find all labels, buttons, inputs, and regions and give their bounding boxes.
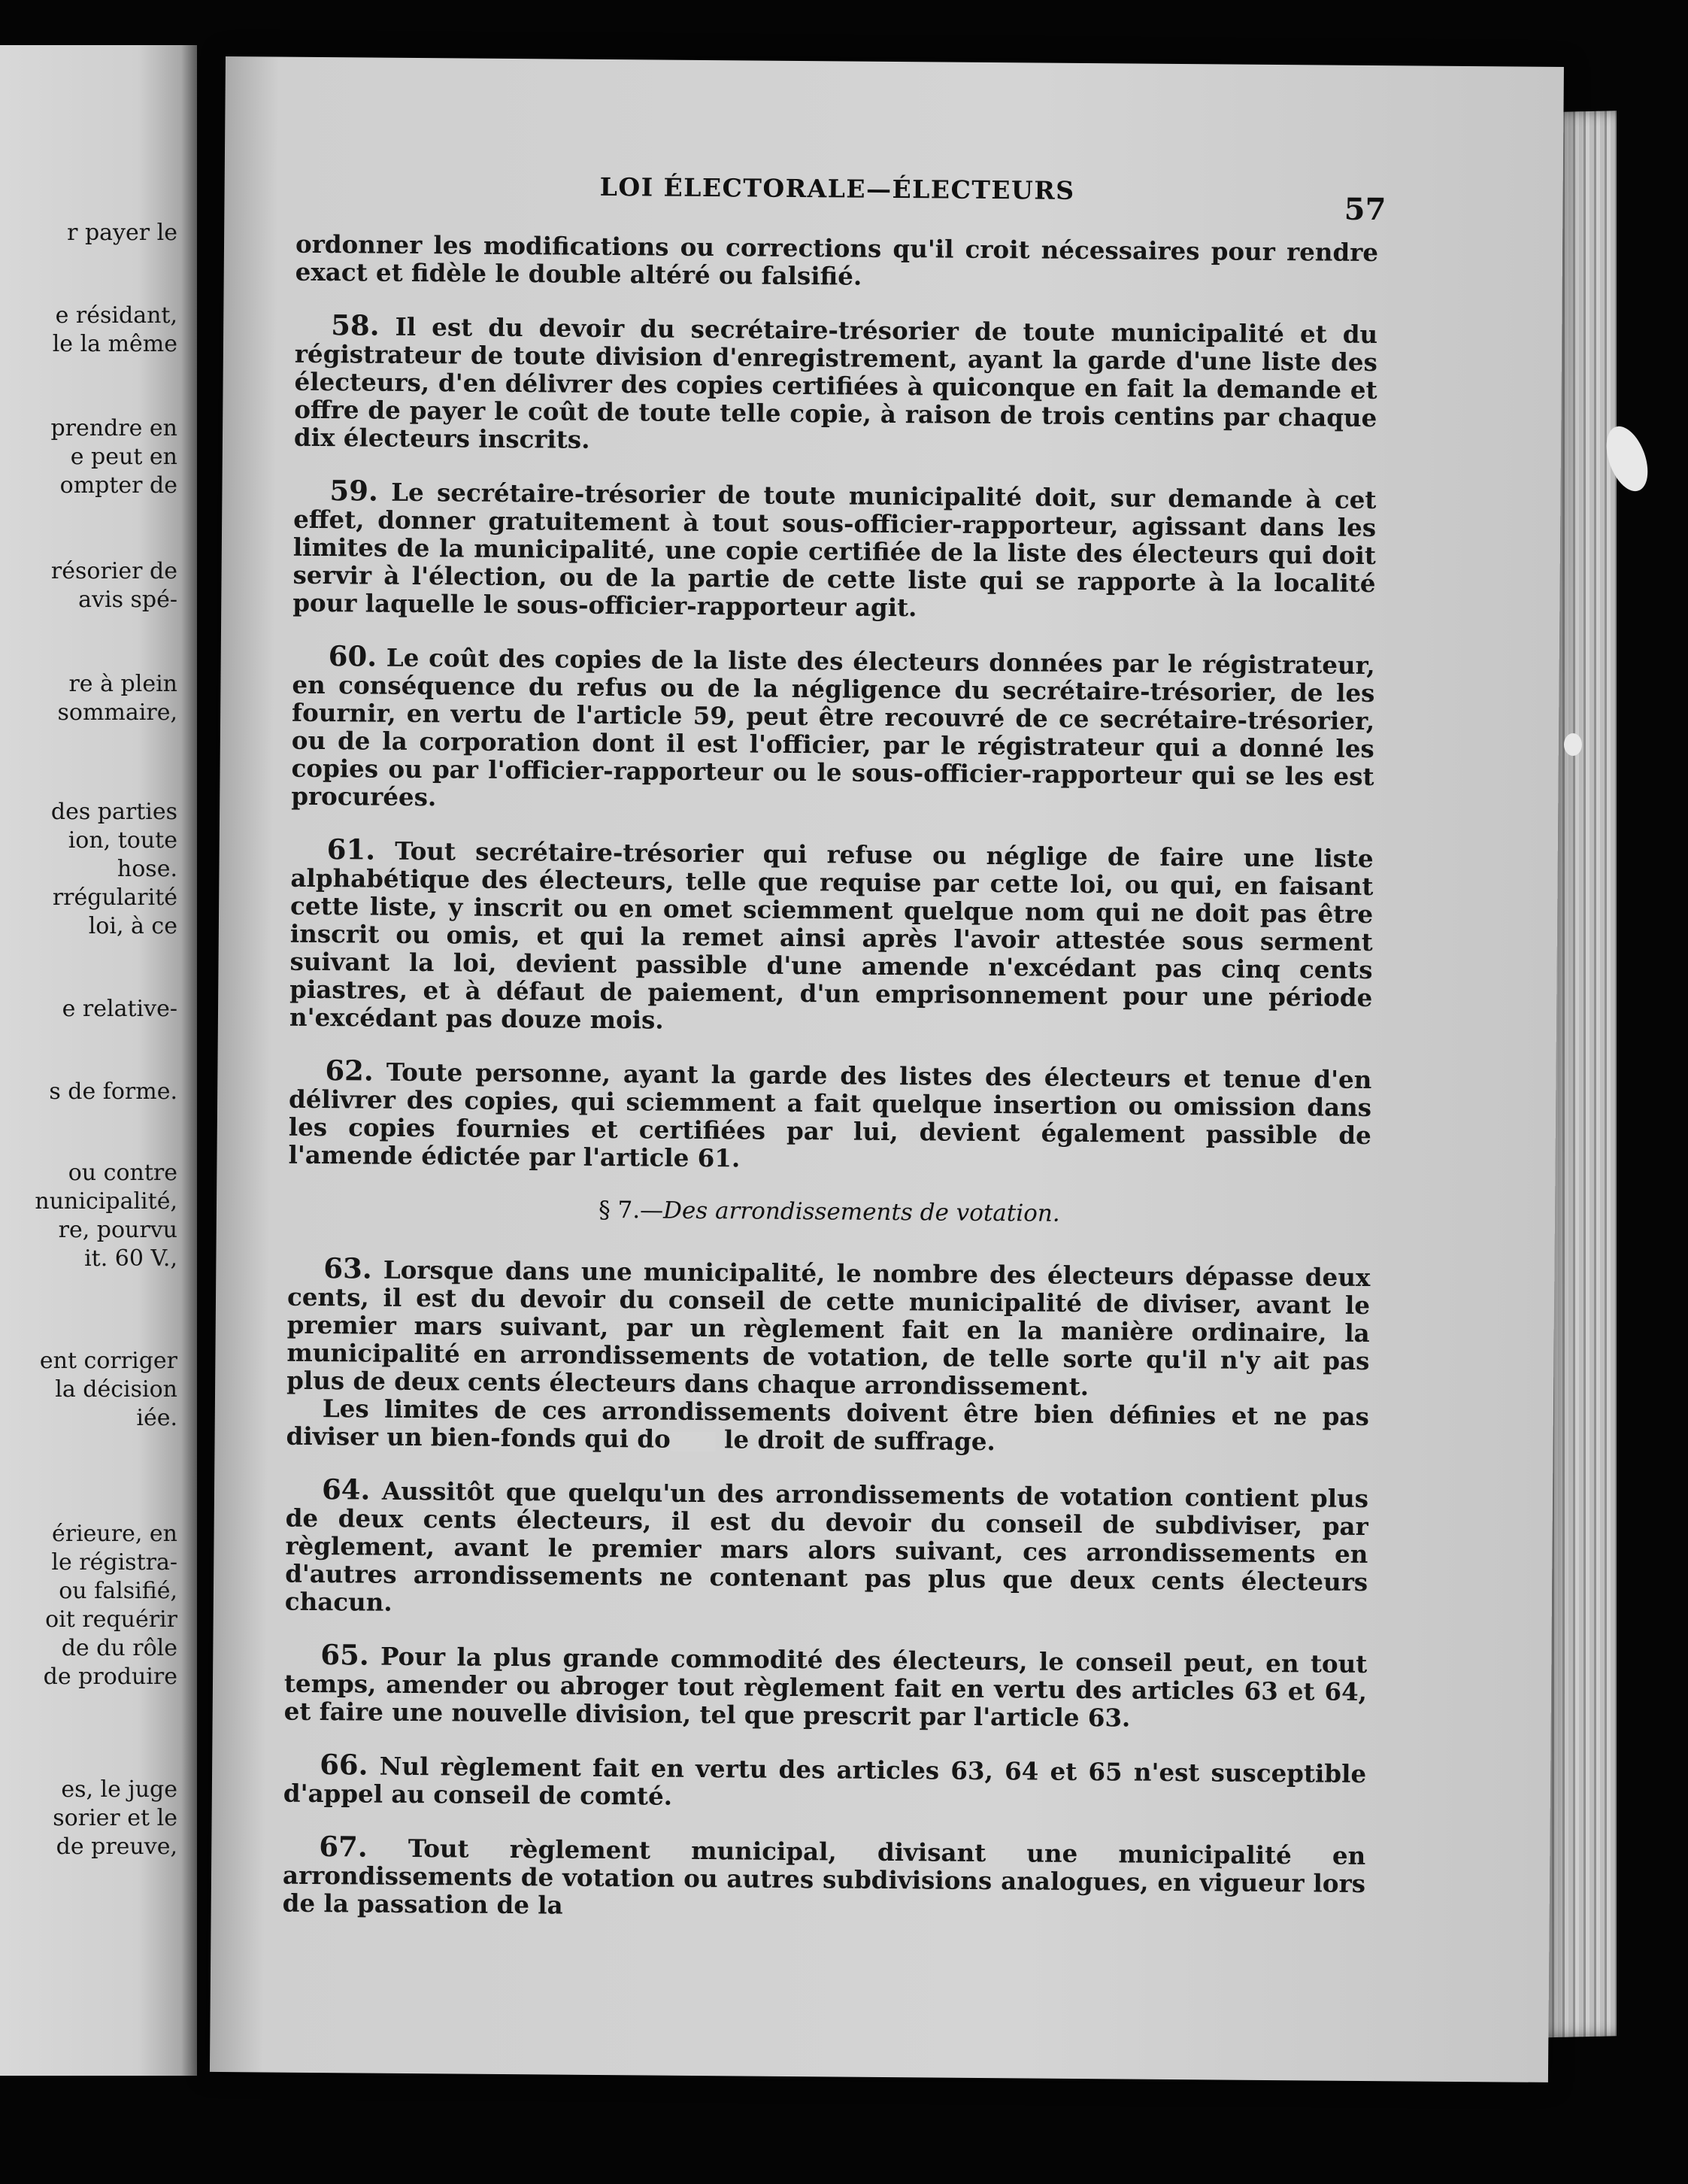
facing-page-text-fragment: re à plein [68,671,177,697]
paragraph-text: Pour la plus grande commodité des électeurs, le conseil peut, en tout temps, amender ou abroger tout règlement fait en vertu des articles 63 et 64, et faire une nouvelle division, tel que prescrit par l'article 63. [283,1641,1368,1733]
facing-page-text-fragment: re, pourvu [58,1217,177,1243]
facing-page-text-fragment: oit requérir [45,1606,177,1633]
paragraph-text: Aussitôt que quelqu'un des arrondissements de votation contient plus de deux cents électeurs, il est du devoir du conseil de subdiviser, par règlement, avant le premier mars alors suivant, ces arrondissements en d'autres arrondissements ne contenant pas plus que deux cents électeurs chacun. [284,1476,1369,1617]
article-58 [293,308,1378,460]
article-number: 63. [323,1251,372,1285]
facing-page-text-fragment: résorier de [50,558,177,584]
paragraph-text: le droit de suffrage. [715,1424,996,1457]
page-number: 57 [1344,191,1386,228]
article-number: 61. [326,833,376,866]
facing-page-text-fragment: r payer le [67,220,177,246]
facing-page-text-fragment: ompter de [59,472,177,499]
facing-page-text-fragment: érieure, en [51,1521,177,1547]
paragraph-text: Nul règlement fait en vertu des articles 63, 64 et 65 n'est susceptible d'appel au conseil de comté. [283,1751,1367,1811]
facing-page-text-fragment: nunicipalité, [35,1188,177,1215]
facing-page-text-fragment: it. 60 V., [84,1245,177,1272]
paragraph-text: Tout règlement municipal, divisant une municipalité en arrondissements de votation ou autres subdivisions analogues, en vigueur lors de la passation de la [282,1833,1366,1920]
facing-page-text-fragment: es, le juge [61,1776,177,1803]
article-63-second-paragraph [286,1394,1369,1458]
facing-page-text-fragment: e peut en [70,444,177,470]
facing-page-text-fragment: de produire [43,1664,177,1690]
facing-page-text-fragment: ou contre [68,1160,177,1186]
page-content [282,170,1386,1951]
paragraph-text: Toute personne, ayant la garde des listes des électeurs et tenue d'en délivrer des copies, qui sciemment a fait quelque insertion ou omission dans les copies fournies et certifiées par lui, devient également passible de l'amende édictée par l'article 61. [288,1057,1372,1173]
article-62 [288,1054,1372,1177]
section-title: Des arrondissements de votation. [662,1197,1060,1227]
article-64 [284,1473,1369,1624]
facing-page-text-fragment: des parties [50,799,177,825]
section-heading [288,1194,1371,1230]
paragraph-text: ordonner les modifications ou corrections qu'il croit nécessaires pour rendre exact et fidèle le double altéré ou falsifié. [295,229,1379,291]
facing-page-text-fragment: prendre en [50,415,177,441]
paragraph-text: Lorsque dans une municipalité, le nombre des électeurs dépasse deux cents, il est du devoir du conseil de cette municipalité de diviser, avant le premier mars suivant, par un règlement fait en la manière ordinaire, la municipalité en arrondissements de votation, de telle sorte qu'il n'y ait pas plus de deux cents électeurs dans chaque arrondissement. [286,1254,1371,1402]
paragraph-text: Le secrétaire-trésorier de toute municipalité doit, sur demande à cet effet, donner gratuitement à tout sous-officier-rapporteur, agissant dans les limites de la municipalité, une copie certifiée de la liste des électeurs qui doit servir à l'élection, ou de la partie de cette liste qui se rapporte à la localité pour laquelle le sous-officier-rapporteur agit. [292,477,1377,623]
facing-page-text-fragment: ent corriger [39,1348,177,1374]
article-61 [289,833,1374,1039]
facing-page-text-fragment: de preuve, [56,1834,177,1860]
article-60 [291,639,1375,818]
article-63 [286,1251,1371,1403]
facing-page-text-fragment: hose. [117,856,177,882]
facing-page-text-fragment: le régistra- [51,1549,177,1576]
article-67 [282,1830,1366,1925]
article-number: 62. [325,1054,374,1087]
paragraph-text: Le coût des copies de la liste des électeurs données par le régistrateur, en conséquence du refus ou de la négligence du secrétaire-trésorier, de les fournir, en vertu de l'article 59, peut être recouvré de ce secrétaire-trésorier, ou de la corporation dont il est l'officier, par le régistrateur qui a donné les copies ou par l'officier-rapporteur ou le sous-officier-rapporteur qui se les est procurées. [291,642,1375,812]
page-header [295,170,1386,238]
scan-speck [1564,733,1582,756]
article-number: 58. [331,308,380,342]
article-66 [283,1748,1367,1815]
facing-page-text-fragment: le la même [52,331,177,357]
article-number: 66. [319,1748,368,1782]
article-number: 60. [328,639,377,673]
article-number: 64. [321,1473,371,1506]
facing-page-text-fragment: la décision [55,1376,177,1403]
facing-page-text-fragment: de du rôle [61,1635,177,1661]
facing-page-text-fragment: sorier et le [53,1805,177,1831]
paragraph-text: Les limites de ces arrondissements doivent être bien définies et ne pas diviser un bien-fonds qui do [286,1394,1369,1454]
facing-page-text-fragment: ou falsifié, [59,1578,177,1604]
paragraph-text: Tout secrétaire-trésorier qui refuse ou néglige de faire une liste alphabétique des électeurs, telle que requise par cette loi, ou qui, en faisant cette liste, y inscrit ou en omet sciemment quelque nom qui ne doit pas être inscrit ou omis, et qui la remet ainsi après l'avoir attestée sous serment suivant la loi, devient passible d'une amende n'excédant pas cinq cents piastres, et à défaut de paiement, d'un emprisonnement pour une période n'excédant pas douze mois. [289,836,1374,1035]
article-59 [292,474,1377,625]
article-65 [283,1638,1368,1734]
article-number: 59. [329,474,379,508]
facing-page-left [0,45,197,2076]
facing-page-text-fragment: iée. [136,1405,177,1431]
article-number: 67. [319,1830,368,1864]
facing-page-text-fragment: sommaire, [57,699,177,726]
book-page-57 [210,56,1564,2082]
running-title: LOI ÉLECTORALE—ÉLECTEURS [599,171,1075,205]
facing-page-text-fragment: s de forme. [49,1078,177,1105]
facing-page-text-fragment: e relative- [62,996,177,1022]
facing-page-text-fragment: avis spé- [78,587,177,613]
section-prefix: § 7.— [599,1196,664,1224]
article-number: 65. [320,1638,369,1672]
facing-page-text-fragment: rrégularité [52,884,177,911]
paragraph-text: Il est du devoir du secrétaire-trésorier de toute municipalité et du régistrateur de toute division d'enregistrement, ayant la garde d'une liste des électeurs, d'en délivrer des copies certifiées à quiconque en fait la demande et offre de payer le coût de toute telle copie, à raison de trois centins par chaque dix électeurs inscrits. [293,311,1378,454]
facing-page-text-fragment: loi, à ce [88,913,177,939]
facing-page-text-fragment: e résidant, [55,302,177,329]
facing-page-text-fragment: ion, toute [68,827,177,854]
paragraph-continuation [295,230,1379,294]
obscured-text [671,1431,716,1451]
